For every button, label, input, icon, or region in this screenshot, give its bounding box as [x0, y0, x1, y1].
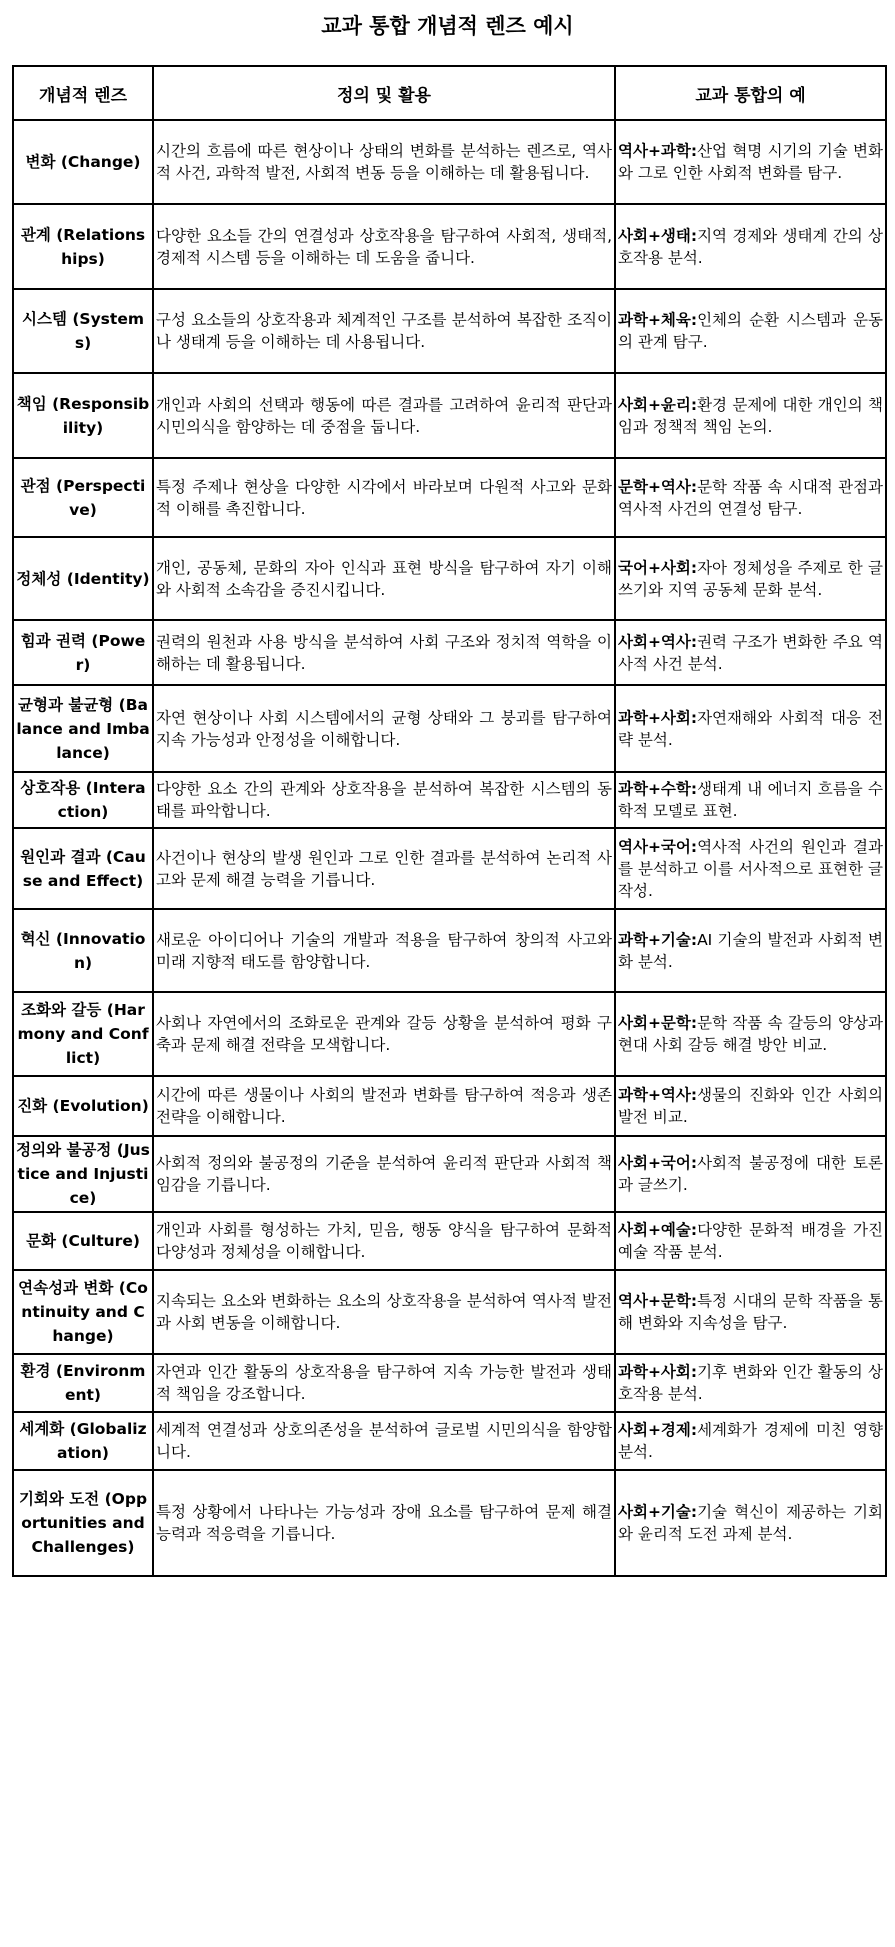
example-subjects: 역사+과학: — [618, 142, 698, 160]
integration-example — [615, 289, 886, 373]
example-text: 다양한 문화적 배경을 가진 예술 작품 분석. — [618, 1221, 883, 1261]
example-subjects: 과학+역사: — [618, 1086, 698, 1104]
lens-name: 혁신 (Innovation) — [13, 909, 153, 992]
example-subjects: 사회+윤리: — [618, 395, 698, 414]
header-definition: 정의 및 활용 — [153, 66, 615, 120]
lens-name: 상호작용 (Interaction) — [13, 772, 153, 828]
header-example: 교과 통합의 예 — [615, 66, 886, 120]
table-row — [13, 1136, 886, 1212]
lens-name: 조화와 갈등 (Harmony and Conflict) — [13, 992, 153, 1076]
example-text: 기술 혁신이 제공하는 기회와 윤리적 도전 과제 분석. — [618, 1503, 883, 1543]
example-subjects: 사회+역사: — [618, 632, 698, 651]
table-row — [13, 1412, 886, 1470]
integration-example — [615, 1354, 886, 1412]
table-row — [13, 289, 886, 373]
example-text: 자연재해와 사회적 대응 전략 분석. — [618, 708, 883, 749]
example-subjects: 역사+국어: — [618, 837, 698, 856]
integration-example — [615, 1412, 886, 1470]
lens-definition: 개인과 사회의 선택과 행동에 따른 결과를 고려하여 윤리적 판단과 시민의식을 함양하는 데 중점을 둡니다. — [153, 373, 615, 458]
example-text: 특정 시대의 문학 작품을 통해 변화와 지속성을 탐구. — [618, 1292, 883, 1332]
lens-name: 환경 (Environment) — [13, 1354, 153, 1412]
integration-example — [615, 620, 886, 685]
table-row — [13, 828, 886, 909]
lens-definition: 다양한 요소들 간의 연결성과 상호작용을 탐구하여 사회적, 생태적, 경제적 시스템 등을 이해하는 데 도움을 줍니다. — [153, 204, 615, 289]
example-subjects: 사회+국어: — [618, 1154, 698, 1172]
lens-definition: 개인, 공동체, 문화의 자아 인식과 표현 방식을 탐구하여 자기 이해와 사회적 소속감을 증진시킵니다. — [153, 537, 615, 620]
integration-example — [615, 828, 886, 909]
table-row — [13, 1470, 886, 1576]
example-text: 역사적 사건의 원인과 결과를 분석하고 이를 서사적으로 표현한 글 작성. — [618, 837, 883, 900]
lens-definition: 지속되는 요소와 변화하는 요소의 상호작용을 분석하여 역사적 발전과 사회 변동을 이해합니다. — [153, 1270, 615, 1354]
lens-definition: 자연 현상이나 사회 시스템에서의 균형 상태와 그 붕괴를 탐구하여 지속 가능성과 안정성을 이해합니다. — [153, 685, 615, 772]
lens-definition: 사회적 정의와 불공정의 기준을 분석하여 윤리적 판단과 사회적 책임감을 기릅니다. — [153, 1136, 615, 1212]
table-row — [13, 1270, 886, 1354]
lens-definition: 개인과 사회를 형성하는 가치, 믿음, 행동 양식을 탐구하여 문화적 다양성과 정체성을 이해합니다. — [153, 1212, 615, 1270]
lens-definition: 다양한 요소 간의 관계와 상호작용을 분석하여 복잡한 시스템의 동태를 파악합니다. — [153, 772, 615, 828]
lens-name: 진화 (Evolution) — [13, 1076, 153, 1136]
integration-example — [615, 1212, 886, 1270]
example-subjects: 과학+사회: — [618, 1363, 698, 1381]
example-subjects: 과학+기술: — [618, 930, 698, 949]
lens-name: 연속성과 변화 (Continuity and Change) — [13, 1270, 153, 1354]
example-text: 문학 작품 속 시대적 관점과 역사적 사건의 연결성 탐구. — [618, 477, 883, 518]
table-row — [13, 620, 886, 685]
lens-definition: 권력의 원천과 사용 방식을 분석하여 사회 구조와 정치적 역학을 이해하는 데 활용됩니다. — [153, 620, 615, 685]
table-row — [13, 772, 886, 828]
lens-definition: 사회나 자연에서의 조화로운 관계와 갈등 상황을 분석하여 평화 구축과 문제 해결 전략을 모색합니다. — [153, 992, 615, 1076]
lens-name: 관점 (Perspective) — [13, 458, 153, 537]
example-subjects: 사회+경제: — [618, 1421, 698, 1439]
example-text: 문학 작품 속 갈등의 양상과 현대 사회 갈등 해결 방안 비교. — [618, 1014, 883, 1054]
example-subjects: 사회+문학: — [618, 1014, 698, 1032]
lens-definition: 시간에 따른 생물이나 사회의 발전과 변화를 탐구하여 적응과 생존 전략을 이해합니다. — [153, 1076, 615, 1136]
integration-example — [615, 909, 886, 992]
lens-name: 관계 (Relationships) — [13, 204, 153, 289]
table-row — [13, 537, 886, 620]
lens-name: 정체성 (Identity) — [13, 537, 153, 620]
example-text: 세계화가 경제에 미친 영향 분석. — [618, 1421, 883, 1461]
example-subjects: 역사+문학: — [618, 1292, 698, 1310]
integration-example — [615, 1470, 886, 1576]
lens-definition: 시간의 흐름에 따른 현상이나 상태의 변화를 분석하는 렌즈로, 역사적 사건, 과학적 발전, 사회적 변동 등을 이해하는 데 활용됩니다. — [153, 120, 615, 204]
example-subjects: 과학+수학: — [618, 780, 698, 798]
table-header-row — [13, 66, 886, 120]
lens-definition: 특정 상황에서 나타나는 가능성과 장애 요소를 탐구하여 문제 해결 능력과 적응력을 기릅니다. — [153, 1470, 615, 1576]
example-subjects: 과학+체육: — [618, 311, 698, 329]
integration-example — [615, 1076, 886, 1136]
example-text: 자아 정체성을 주제로 한 글쓰기와 지역 공동체 문화 분석. — [618, 558, 883, 599]
example-subjects: 과학+사회: — [618, 708, 698, 727]
example-text: 산업 혁명 시기의 기술 변화와 그로 인한 사회적 변화를 탐구. — [618, 142, 883, 182]
lens-name: 변화 (Change) — [13, 120, 153, 204]
table-row — [13, 458, 886, 537]
lens-name: 문화 (Culture) — [13, 1212, 153, 1270]
table-row — [13, 1212, 886, 1270]
lens-definition: 세계적 연결성과 상호의존성을 분석하여 글로벌 시민의식을 함양합니다. — [153, 1412, 615, 1470]
lens-name: 균형과 불균형 (Balance and Imbalance) — [13, 685, 153, 772]
lens-definition: 사건이나 현상의 발생 원인과 그로 인한 결과를 분석하여 논리적 사고와 문제 해결 능력을 기릅니다. — [153, 828, 615, 909]
lens-name: 세계화 (Globalization) — [13, 1412, 153, 1470]
lens-name: 정의와 불공정 (Justice and Injustice) — [13, 1136, 153, 1212]
lens-name: 기회와 도전 (Opportunities and Challenges) — [13, 1470, 153, 1576]
integration-example — [615, 204, 886, 289]
integration-example — [615, 120, 886, 204]
example-subjects: 사회+생태: — [618, 226, 698, 245]
lens-name: 시스템 (Systems) — [13, 289, 153, 373]
example-text: 생태계 내 에너지 흐름을 수학적 모델로 표현. — [618, 780, 883, 820]
integration-example — [615, 685, 886, 772]
integration-example — [615, 992, 886, 1076]
integration-example — [615, 772, 886, 828]
example-text: 권력 구조가 변화한 주요 역사적 사건 분석. — [618, 632, 883, 673]
table-row — [13, 373, 886, 458]
lens-definition: 새로운 아이디어나 기술의 개발과 적용을 탐구하여 창의적 사고와 미래 지향적 태도를 함양합니다. — [153, 909, 615, 992]
table-row — [13, 909, 886, 992]
example-subjects: 사회+예술: — [618, 1221, 698, 1239]
table-row — [13, 1076, 886, 1136]
header-lens: 개념적 렌즈 — [13, 66, 153, 120]
example-text: 생물의 진화와 인간 사회의 발전 비교. — [618, 1086, 883, 1126]
lens-definition: 자연과 인간 활동의 상호작용을 탐구하여 지속 가능한 발전과 생태적 책임을 강조합니다. — [153, 1354, 615, 1412]
integration-example — [615, 537, 886, 620]
integration-example — [615, 1136, 886, 1212]
example-subjects: 문학+역사: — [618, 477, 698, 496]
lens-definition: 특정 주제나 현상을 다양한 시각에서 바라보며 다원적 사고와 문화적 이해를 촉진합니다. — [153, 458, 615, 537]
table-row — [13, 992, 886, 1076]
lens-name: 책임 (Responsibility) — [13, 373, 153, 458]
example-text: 지역 경제와 생태계 간의 상호작용 분석. — [618, 226, 883, 267]
table-row — [13, 120, 886, 204]
example-subjects: 국어+사회: — [618, 558, 698, 577]
conceptual-lens-table — [12, 65, 887, 1577]
lens-definition: 구성 요소들의 상호작용과 체계적인 구조를 분석하여 복잡한 조직이나 생태계 등을 이해하는 데 사용됩니다. — [153, 289, 615, 373]
example-text: 기후 변화와 인간 활동의 상호작용 분석. — [618, 1363, 883, 1403]
table-row — [13, 1354, 886, 1412]
integration-example — [615, 458, 886, 537]
table-row — [13, 685, 886, 772]
example-text: 사회적 불공정에 대한 토론과 글쓰기. — [618, 1154, 883, 1194]
example-subjects: 사회+기술: — [618, 1503, 698, 1521]
integration-example — [615, 1270, 886, 1354]
lens-name: 원인과 결과 (Cause and Effect) — [13, 828, 153, 909]
lens-name: 힘과 권력 (Power) — [13, 620, 153, 685]
table-row — [13, 204, 886, 289]
example-text: 인체의 순환 시스템과 운동의 관계 탐구. — [618, 311, 883, 351]
document-title: 교과 통합 개념적 렌즈 예시 — [321, 14, 574, 38]
example-text: 환경 문제에 대한 개인의 책임과 정책적 책임 논의. — [618, 395, 883, 436]
integration-example — [615, 373, 886, 458]
example-text: AI 기술의 발전과 사회적 변화 분석. — [618, 930, 883, 971]
